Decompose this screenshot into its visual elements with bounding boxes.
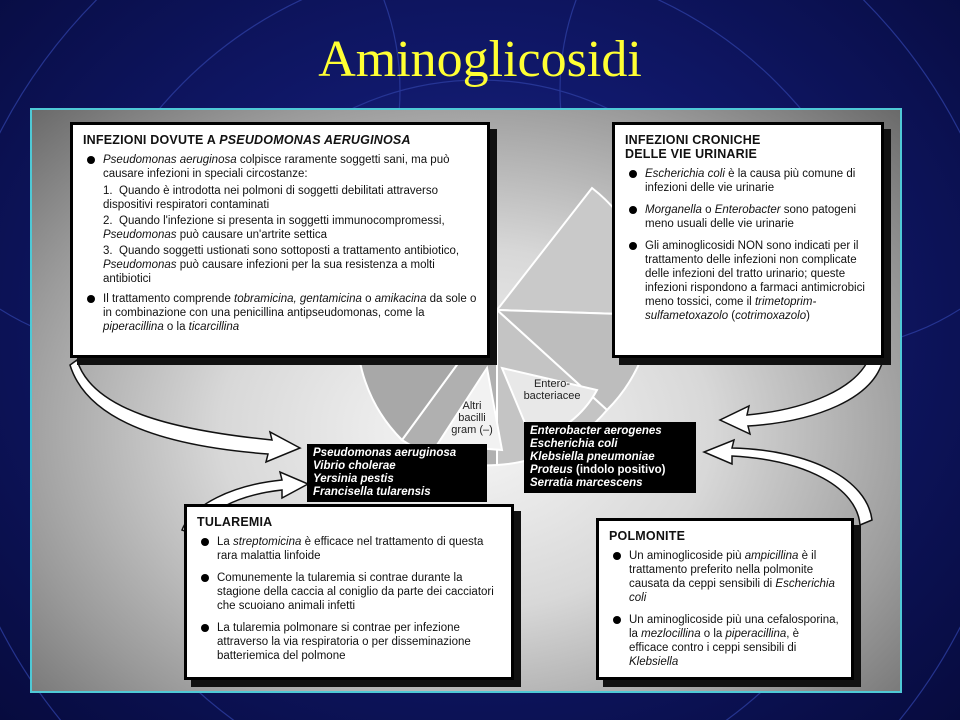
- slide-title: Aminoglicosidi: [318, 31, 642, 88]
- arrow-urinarie: [720, 350, 884, 434]
- list-item: Il trattamento comprende tobramicina, gentamicina o amikacina da sole o in combinazione con una penicillina antipseudomonas, come la piperacillina o la ticarcillina: [83, 292, 477, 334]
- pie-label-altri: Altri bacilli gram (–): [451, 400, 493, 436]
- list-item: La tularemia polmonare si contrae per infezione attraverso la via respiratoria o per disseminazione batteriemica del polmone: [197, 621, 501, 663]
- box-pneumonia: [596, 518, 854, 680]
- box-pneumonia-title: POLMONITE: [609, 529, 686, 543]
- numbered-item: 2. Quando l'infezione si presenta in soggetti immunocompromessi, Pseudomonas può causare un'artrite settica: [103, 215, 445, 241]
- box-tularemia: [184, 504, 514, 680]
- box-urinary-infections: [612, 122, 884, 358]
- list-item: Comunemente la tularemia si contrae durante la stagione della caccia al coniglio da parte dei cacciatori che scuoiano animali infetti: [197, 571, 501, 613]
- organism-list-left: Pseudomonas aeruginosa Vibrio cholerae Yersinia pestis Francisella tularensis: [307, 444, 487, 502]
- arrow-polmonite: [704, 440, 872, 525]
- pie-label-entero: Entero- bacteriacee: [523, 378, 581, 402]
- numbered-item: 3. Quando soggetti ustionati sono sottoposti a trattamento antibiotico, Pseudomonas può causare infezioni per la sua resistenza a molti antibiotici: [103, 245, 460, 285]
- box-tularemia-title: TULAREMIA: [197, 515, 273, 529]
- list-item: Morganella o Enterobacter sono patogeni meno usuali delle vie urinarie: [625, 203, 871, 231]
- box-pseudomonas-infections: [70, 122, 490, 358]
- numbered-item: 1. Quando è introdotta nei polmoni di soggetti debilitati attraverso dispositivi respiratori contaminati: [103, 185, 439, 211]
- list-item: Un aminoglicoside più ampicillina è il trattamento preferito nella polmonite causata da ceppi sensibili di Escherichia coli: [609, 549, 841, 605]
- organism-list-right: Enterobacter aerogenes Escherichia coli Klebsiella pneumoniae Proteus (indolo positivo) Serratia marcescens: [524, 422, 696, 493]
- diagram-panel: [30, 108, 902, 693]
- list-item: Pseudomonas aeruginosa colpisce raramente soggetti sani, ma può causare infezioni in speciali circostanze:: [83, 153, 477, 181]
- list-item: La streptomicina è efficace nel trattamento di questa rara malattia linfoide: [197, 535, 501, 563]
- box-urinary-title: INFEZIONI CRONICHE DELLE VIE URINARIE: [625, 133, 761, 161]
- box-pseudomonas-title: INFEZIONI DOVUTE A PSEUDOMONAS AERUGINOSA: [83, 133, 411, 147]
- arrow-pseudomonas: [70, 360, 300, 462]
- list-item: Gli aminoglicosidi NON sono indicati per il trattamento delle infezioni non complicate delle infezioni del tratto urinario; queste infezioni rispondono a farmaci antimicrobici meno tossici, come il trimetoprim-sulfametoxazolo (cotrimoxazolo): [625, 239, 871, 323]
- list-item: Escherichia coli è la causa più comune di infezioni delle vie urinarie: [625, 167, 871, 195]
- list-item: Un aminoglicoside più una cefalosporina, la mezlocillina o la piperacillina, è efficace contro i ceppi sensibili di Klebsiella: [609, 613, 841, 669]
